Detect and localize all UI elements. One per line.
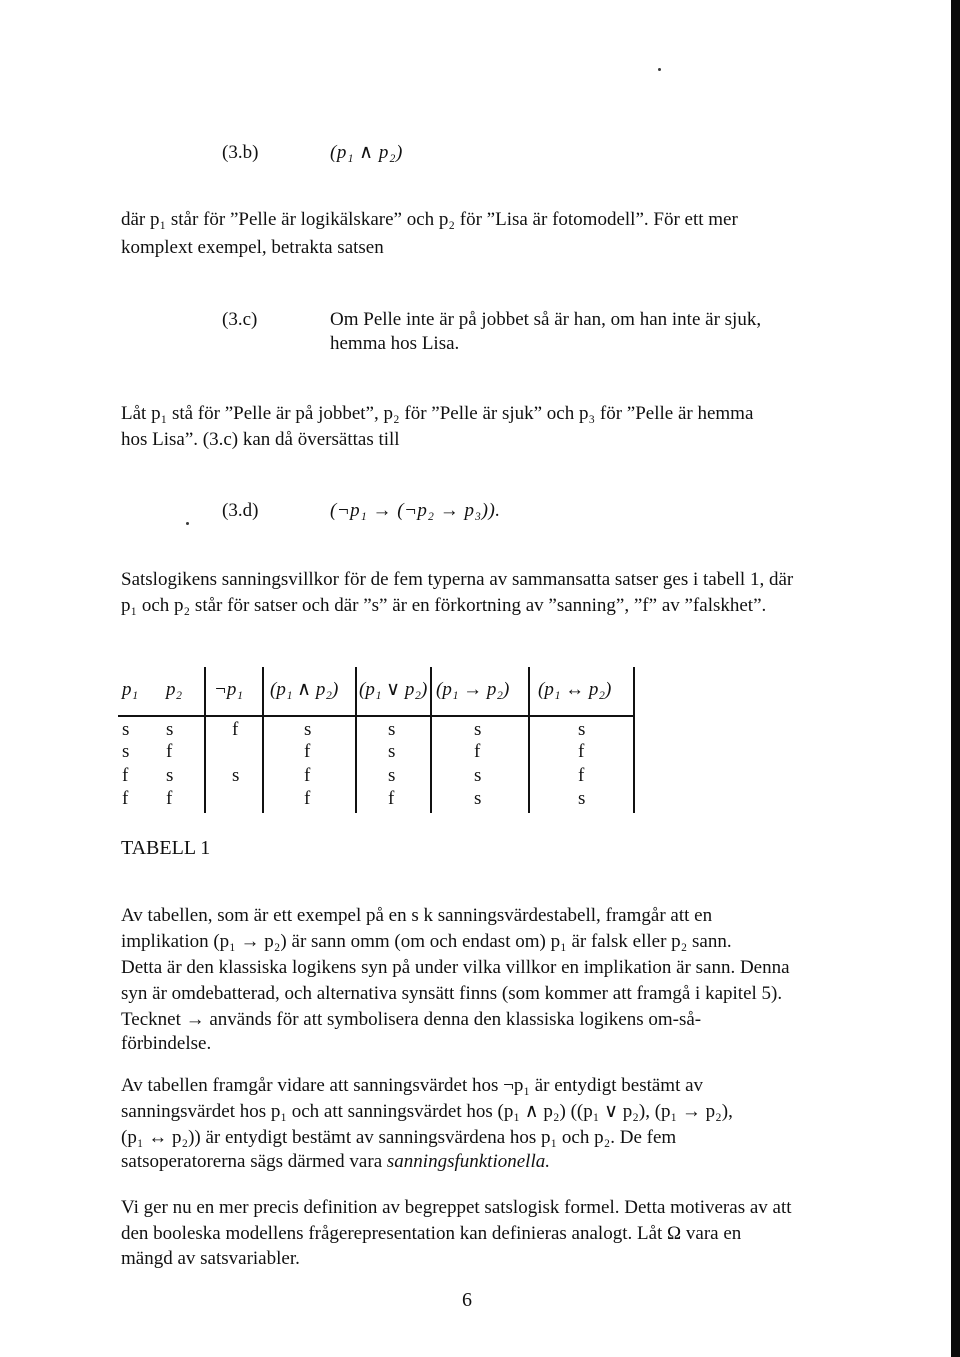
label-3d: (3.d) [222,500,259,521]
table-cell: s [166,719,174,740]
table-cell: f [304,765,311,786]
para4-line3: Detta är den klassiska logikens syn på under vilka villkor en implikation är sann. Denna [121,957,790,978]
para6-line3: mängd av satsvariabler. [121,1248,300,1269]
para2-line1: Låt p₁ stå för ”Pelle är på jobbet”, p₂ för ”Pelle är sjuk” och p₃ för ”Pelle är hemma [121,403,754,424]
para1-line2: komplext exempel, betrakta satsen [121,237,384,258]
formula-3d: (¬p₁ → (¬p₂ → p₃)). [330,500,501,521]
table-cell: f [304,788,311,809]
table-cell: s [474,719,482,740]
truth-table [118,665,638,815]
table-cell: s [388,741,396,762]
label-3b: (3.b) [222,142,259,163]
table-cell: f [474,741,481,762]
example-3c-line1: Om Pelle inte är på jobbet så är han, om han inte är sjuk, [330,309,762,330]
header-p2: p₂ [166,679,183,700]
para4-line5: Tecknet → används för att symbolisera denna den klassiska logikens om-så- [121,1009,702,1030]
table-rule [528,667,530,813]
scan-speck [186,522,189,525]
para5-line4 [121,1150,550,1174]
table-caption: TABELL 1 [121,837,211,859]
term-sanningsfunktionella: sanningsfunktionella. [386,1151,550,1172]
page-number: 6 [462,1289,472,1311]
table-cell: s [388,765,396,786]
header-iff: (p₁ ↔ p₂) [538,679,612,700]
table-cell: f [122,788,129,809]
table-cell: s [232,765,240,786]
para4-line1: Av tabellen, som är ett exempel på en s k sanningsvärdestabell, framgår att en [121,905,713,926]
table-cell: f [232,719,239,740]
para5-line3: (p₁ ↔ p₂)) är entydigt bestämt av sanningsvärdena hos p₁ och p₂. De fem [121,1127,677,1148]
header-not-p1: ¬p₁ [214,679,243,700]
scan-edge-bar [951,0,960,1357]
table-cell: s [304,719,312,740]
para5-line2: sanningsvärdet hos p₁ och att sanningsvärdet hos (p₁ ∧ p₂) ((p₁ ∨ p₂), (p₁ → p₂), [121,1101,733,1122]
header-or: (p₁ ∨ p₂) [359,679,428,700]
para1-line1: där p₁ står för ”Pelle är logikälskare” och p₂ för ”Lisa är fotomodell”. För ett mer [121,209,738,230]
label-3c: (3.c) [222,309,258,330]
table-rule [430,667,432,813]
para5-line4-text: satsoperatorerna sägs därmed vara [121,1151,387,1172]
para6-line2: den booleska modellens frågerepresentation kan definieras analogt. Låt Ω vara en [121,1223,742,1244]
formula-3b: (p₁ ∧ p₂) [330,142,403,163]
header-p1: p₁ [122,679,139,700]
table-rule [355,667,357,813]
table-rule [262,667,264,813]
table-cell: s [388,719,396,740]
para5-line1: Av tabellen framgår vidare att sanningsvärdet hos ¬p₁ är entydigt bestämt av [121,1075,704,1096]
para4-line4: syn är omdebatterad, och alternativa synsätt finns (som kommer att framgå i kapitel 5). [121,983,783,1004]
table-cell: f [122,765,129,786]
table-cell: f [304,741,311,762]
para6-line1: Vi ger nu en mer precis definition av begreppet satslogisk formel. Detta motiveras av att [121,1197,792,1218]
table-cell: s [578,788,586,809]
table-cell: f [578,741,585,762]
table-cell: s [122,741,130,762]
para3-line1: Satslogikens sanningsvillkor för de fem typerna av sammansatta satser ges i tabell 1, där [121,569,794,590]
table-cell: s [122,719,130,740]
para3-line2: p₁ och p₂ står för satser och där ”s” är en förkortning av ”sanning”, ”f” av ”falskhet”. [121,595,767,616]
table-rule [204,667,206,813]
table-header-rule [118,715,634,717]
para4-line2: implikation (p₁ → p₂) är sann omm (om och endast om) p₁ är falsk eller p₂ sann. [121,931,732,952]
table-cell: f [388,788,395,809]
scan-speck [658,68,661,71]
header-implies: (p₁ → p₂) [436,679,510,700]
para4-line6: förbindelse. [121,1033,212,1054]
example-3c-line2: hemma hos Lisa. [330,333,460,354]
table-cell: s [474,765,482,786]
table-cell: f [166,788,173,809]
table-cell: f [578,765,585,786]
table-cell: s [166,765,174,786]
table-cell: s [474,788,482,809]
header-and: (p₁ ∧ p₂) [270,679,339,700]
table-rule [633,667,635,813]
para2-line2: hos Lisa”. (3.c) kan då översättas till [121,429,400,450]
table-cell: f [166,741,173,762]
table-cell: s [578,719,586,740]
